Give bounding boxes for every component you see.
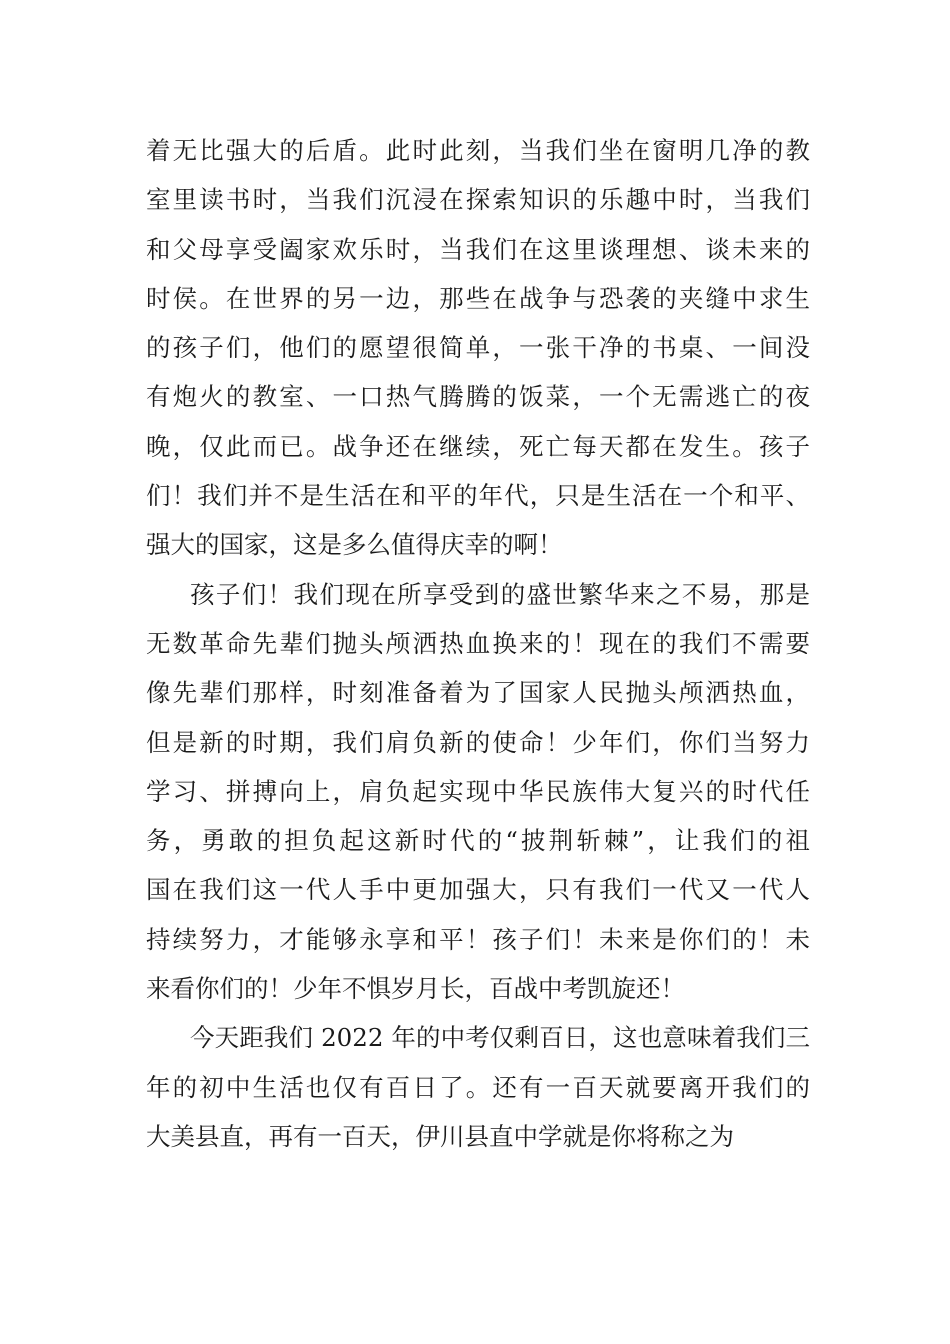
- text-line: 室里读书时，当我们沉浸在探索知识的乐趣中时，当我们: [146, 185, 810, 215]
- body-text: [146, 126, 810, 1161]
- text-line: 们！我们并不是生活在和平的年代，只是生活在一个和平、: [146, 481, 810, 511]
- text-line: 无数革命先辈们抛头颅洒热血换来的！现在的我们不需要: [146, 628, 810, 658]
- text-line: 学习、拼搏向上，肩负起实现中华民族伟大复兴的时代任: [146, 776, 810, 806]
- text-line: 着无比强大的后盾。此时此刻，当我们坐在窗明几净的教: [146, 136, 810, 165]
- text-line: 的孩子们，他们的愿望很简单，一张干净的书桌、一间没: [146, 333, 810, 363]
- text-line: 和父母享受阖家欢乐时，当我们在这里谈理想、谈未来的: [146, 234, 810, 264]
- text-line: 大美县直，再有一百天，伊川县直中学就是你将称之为: [146, 1121, 734, 1151]
- text-line: 今天距我们 2022 年的中考仅剩百日，这也意味着我们三: [190, 1023, 810, 1053]
- paragraph-3: [146, 1013, 810, 1161]
- text-line: 强大的国家，这是多么值得庆幸的啊！: [146, 530, 563, 560]
- text-line: 来看你们的！少年不惧岁月长，百战中考凯旋还！: [146, 974, 685, 1004]
- text-line: 务，勇敢的担负起这新时代的“披荆斩棘”，让我们的祖: [146, 826, 810, 856]
- paragraph-2: [146, 570, 810, 1014]
- text-line: 年的初中生活也仅有百日了。还有一百天就要离开我们的: [146, 1072, 810, 1102]
- paragraph-1: [146, 126, 810, 570]
- text-line: 持续努力，才能够永享和平！孩子们！未来是你们的！未: [146, 924, 810, 954]
- text-line: 像先辈们那样，时刻准备着为了国家人民抛头颅洒热血，: [146, 678, 810, 708]
- text-line: 有炮火的教室、一口热气腾腾的饭菜，一个无需逃亡的夜: [146, 382, 810, 412]
- text-line: 但是新的时期，我们肩负新的使命！少年们，你们当努力: [146, 727, 810, 757]
- text-line: 晚，仅此而已。战争还在继续，死亡每天都在发生。孩子: [146, 431, 810, 461]
- text-line: 孩子们！我们现在所享受到的盛世繁华来之不易，那是: [190, 579, 810, 609]
- text-line: 时侯。在世界的另一边，那些在战争与恐袭的夹缝中求生: [146, 283, 810, 313]
- text-line: 国在我们这一代人手中更加强大，只有我们一代又一代人: [146, 875, 810, 905]
